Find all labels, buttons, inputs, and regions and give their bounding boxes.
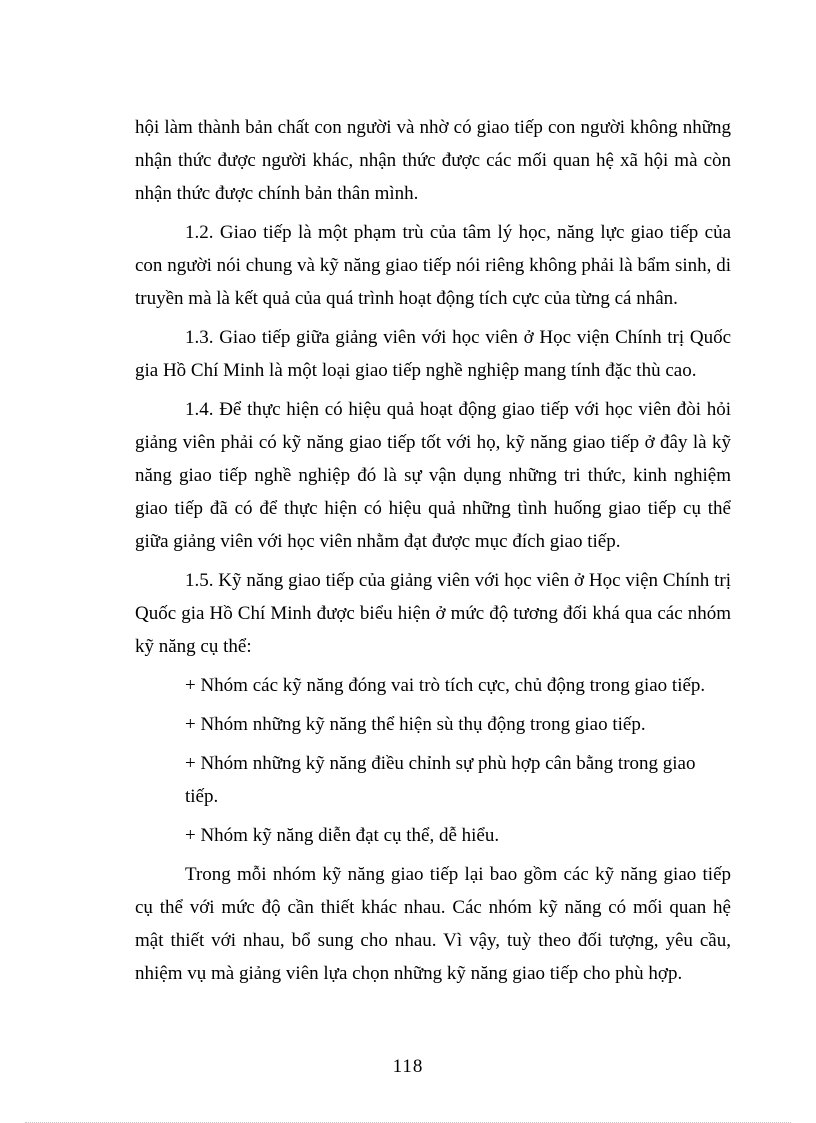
- body-text: [135, 111, 731, 996]
- paragraph-1-5: 1.5. Kỹ năng giao tiếp của giảng viên với học viên ở Học viện Chính trị Quốc gia Hồ Chí Minh được biểu hiện ở mức độ tương đối khá qua các nhóm kỹ năng cụ thể:: [135, 570, 731, 657]
- paragraph-1-2: 1.2. Giao tiếp là một phạm trù của tâm lý học, năng lực giao tiếp của con người nói chung và kỹ năng giao tiếp nói riêng không phải là bẩm sinh, di truyền mà là kết quả của quá trình hoạt động tích cực của từng cá nhân.: [135, 222, 731, 309]
- bullet-item: + Nhóm kỹ năng diễn đạt cụ thể, dễ hiểu.: [185, 825, 500, 846]
- bullet-item: + Nhóm những kỹ năng thể hiện sù thụ động trong giao tiếp.: [185, 714, 646, 735]
- bullet-item: + Nhóm các kỹ năng đóng vai trò tích cực, chủ động trong giao tiếp.: [185, 675, 706, 696]
- paragraph-1-4: 1.4. Để thực hiện có hiệu quả hoạt động giao tiếp với học viên đòi hỏi giảng viên phải có kỹ năng giao tiếp tốt với họ, kỹ năng giao tiếp ở đây là kỹ năng giao tiếp nghề nghiệp đó là sự vận dụng những tri thức, kinh nghiệm giao tiếp đã có để thực hiện có hiệu quả những tình huống giao tiếp cụ thể giữa giảng viên với học viên nhằm đạt được mục đích giao tiếp.: [135, 399, 731, 552]
- paragraph-closing: Trong mỗi nhóm kỹ năng giao tiếp lại bao gồm các kỹ năng giao tiếp cụ thể với mức độ cần thiết khác nhau. Các nhóm kỹ năng có mối quan hệ mật thiết với nhau, bổ sung cho nhau. Vì vậy, tuỳ theo đối tượng, yêu cầu, nhiệm vụ mà giảng viên lựa chọn những kỹ năng giao tiếp cho phù hợp.: [135, 864, 731, 984]
- page-number: 118: [392, 1056, 424, 1077]
- bullet-item: + Nhóm những kỹ năng điều chỉnh sự phù hợp cân bằng trong giao tiếp.: [185, 753, 696, 807]
- paragraph-1-3: 1.3. Giao tiếp giữa giảng viên với học viên ở Học viện Chính trị Quốc gia Hồ Chí Minh là một loại giao tiếp nghề nghiệp mang tính đặc thù cao.: [135, 327, 731, 381]
- paragraph-continuation: hội làm thành bản chất con người và nhờ có giao tiếp con người không những nhận thức được người khác, nhận thức được các mối quan hệ xã hội mà còn nhận thức được chính bản thân mình.: [135, 117, 731, 204]
